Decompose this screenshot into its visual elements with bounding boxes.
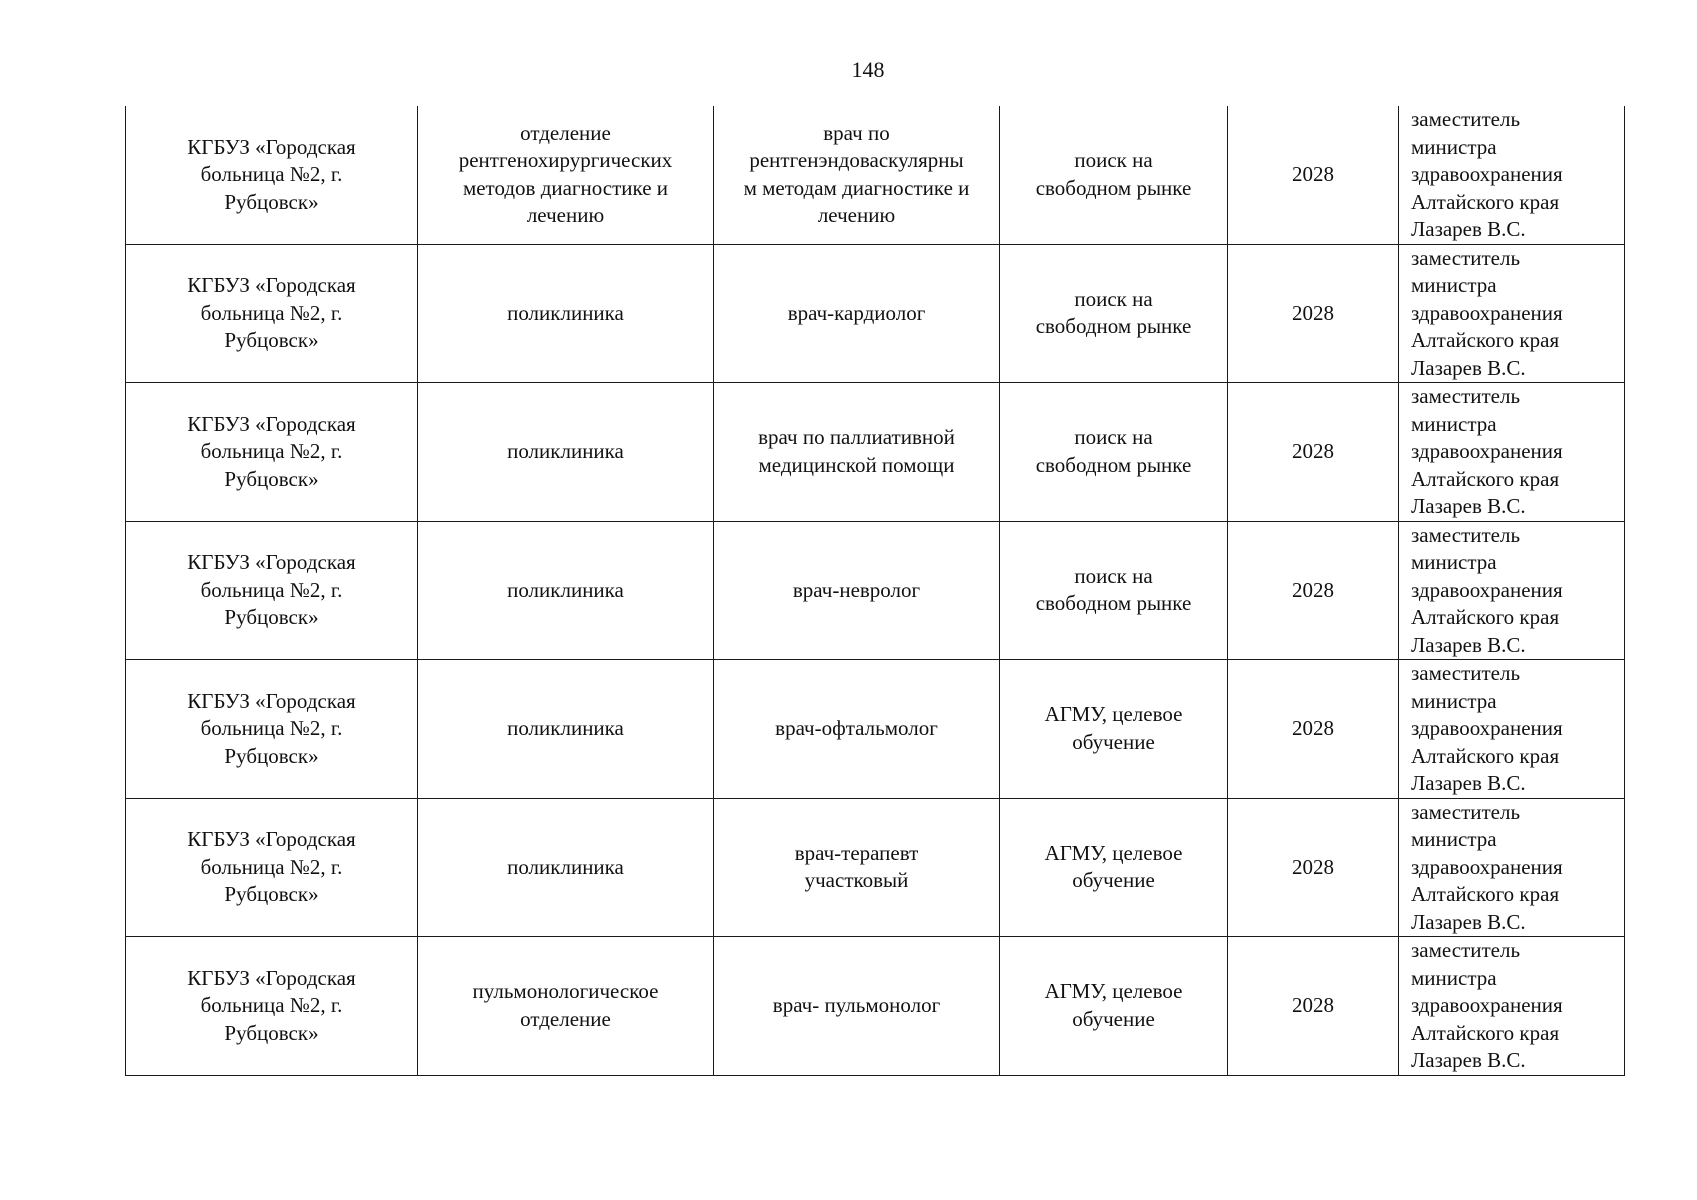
cell-year bbox=[1228, 798, 1399, 937]
position-text: врач по рентгенэндоваскулярны м методам диагностике и лечению bbox=[743, 120, 970, 228]
table-row bbox=[126, 106, 1625, 244]
cell-department bbox=[418, 244, 714, 383]
cell-position bbox=[714, 660, 1000, 799]
cell-institution bbox=[126, 660, 418, 799]
cell-institution bbox=[126, 106, 418, 244]
cell-responsible bbox=[1399, 798, 1625, 937]
responsible-text: заместитель министра здравоохранения Алтайского края Лазарев В.С. bbox=[1411, 384, 1563, 518]
cell-source bbox=[1000, 660, 1228, 799]
year-text: 2028 bbox=[1292, 439, 1334, 463]
table-row bbox=[126, 383, 1625, 522]
cell-year bbox=[1228, 106, 1399, 244]
institution-text: КГБУЗ «Городская больница №2, г. Рубцовск» bbox=[187, 688, 356, 768]
cell-responsible bbox=[1399, 106, 1625, 244]
cell-position bbox=[714, 798, 1000, 937]
cell-year bbox=[1228, 244, 1399, 383]
source-text: АГМУ, целевое обучение bbox=[1044, 979, 1183, 1031]
responsible-text: заместитель министра здравоохранения Алтайского края Лазарев В.С. bbox=[1411, 107, 1563, 241]
cell-position bbox=[714, 106, 1000, 244]
cell-institution bbox=[126, 798, 418, 937]
position-text: врач-невролог bbox=[792, 577, 921, 602]
cell-responsible bbox=[1399, 660, 1625, 799]
cell-department bbox=[418, 937, 714, 1076]
responsible-text: заместитель министра здравоохранения Алтайского края Лазарев В.С. bbox=[1411, 245, 1563, 380]
source-text: поиск на свободном рынке bbox=[1035, 425, 1192, 477]
responsible-text: заместитель министра здравоохранения Алтайского края Лазарев В.С. bbox=[1411, 799, 1563, 934]
cell-department bbox=[418, 660, 714, 799]
cell-position bbox=[714, 521, 1000, 660]
cell-department bbox=[418, 106, 714, 244]
cell-department bbox=[418, 798, 714, 937]
department-text: поликлиника bbox=[507, 577, 624, 602]
page-number: 148 bbox=[851, 57, 885, 82]
table-row bbox=[126, 244, 1625, 383]
cell-position bbox=[714, 244, 1000, 383]
cell-department bbox=[418, 383, 714, 522]
source-text: АГМУ, целевое обучение bbox=[1044, 702, 1183, 754]
year-text: 2028 bbox=[1292, 577, 1334, 602]
source-text: поиск на свободном рынке bbox=[1035, 286, 1192, 339]
department-text: поликлиника bbox=[507, 439, 624, 463]
table-row bbox=[126, 521, 1625, 660]
source-text: поиск на свободном рынке bbox=[1035, 148, 1192, 200]
cell-department bbox=[418, 521, 714, 660]
table-row bbox=[126, 937, 1625, 1076]
position-text: врач по паллиативной медицинской помощи bbox=[758, 425, 955, 477]
department-text: поликлиника bbox=[507, 854, 624, 879]
table-body bbox=[126, 106, 1625, 1075]
source-text: поиск на свободном рынке bbox=[1035, 563, 1192, 616]
institution-text: КГБУЗ «Городская больница №2, г. Рубцовск» bbox=[187, 273, 356, 352]
cell-responsible bbox=[1399, 383, 1625, 522]
staffing-table bbox=[125, 106, 1625, 1076]
year-text: 2028 bbox=[1292, 854, 1334, 879]
table-row bbox=[126, 660, 1625, 799]
cell-year bbox=[1228, 660, 1399, 799]
cell-source bbox=[1000, 106, 1228, 244]
cell-position bbox=[714, 937, 1000, 1076]
cell-source bbox=[1000, 244, 1228, 383]
department-text: пульмонологическое отделение bbox=[472, 979, 659, 1031]
year-text: 2028 bbox=[1292, 993, 1334, 1017]
institution-text: КГБУЗ «Городская больница №2, г. Рубцовск» bbox=[187, 965, 356, 1045]
year-text: 2028 bbox=[1292, 300, 1334, 325]
year-text: 2028 bbox=[1292, 162, 1334, 186]
responsible-text: заместитель министра здравоохранения Алтайского края Лазарев В.С. bbox=[1411, 661, 1563, 795]
department-text: отделение рентгенохирургических методов диагностике и лечению bbox=[458, 120, 673, 228]
cell-position bbox=[714, 383, 1000, 522]
institution-text: КГБУЗ «Городская больница №2, г. Рубцовск» bbox=[187, 134, 356, 214]
cell-source bbox=[1000, 383, 1228, 522]
position-text: врач- пульмонолог bbox=[772, 993, 941, 1017]
cell-institution bbox=[126, 521, 418, 660]
position-text: врач-кардиолог bbox=[787, 300, 926, 325]
institution-text: КГБУЗ «Городская больница №2, г. Рубцовск» bbox=[187, 827, 356, 906]
cell-year bbox=[1228, 937, 1399, 1076]
department-text: поликлиника bbox=[507, 716, 624, 740]
cell-institution bbox=[126, 244, 418, 383]
cell-responsible bbox=[1399, 937, 1625, 1076]
table-row bbox=[126, 798, 1625, 937]
cell-source bbox=[1000, 521, 1228, 660]
responsible-text: заместитель министра здравоохранения Алтайского края Лазарев В.С. bbox=[1411, 522, 1563, 657]
cell-responsible bbox=[1399, 521, 1625, 660]
institution-text: КГБУЗ «Городская больница №2, г. Рубцовск» bbox=[187, 550, 356, 629]
cell-source bbox=[1000, 798, 1228, 937]
institution-text: КГБУЗ «Городская больница №2, г. Рубцовск» bbox=[187, 411, 356, 491]
cell-institution bbox=[126, 937, 418, 1076]
cell-source bbox=[1000, 937, 1228, 1076]
cell-responsible bbox=[1399, 244, 1625, 383]
department-text: поликлиника bbox=[507, 300, 624, 325]
responsible-text: заместитель министра здравоохранения Алтайского края Лазарев В.С. bbox=[1411, 938, 1563, 1072]
cell-year bbox=[1228, 383, 1399, 522]
year-text: 2028 bbox=[1292, 716, 1334, 740]
cell-year bbox=[1228, 521, 1399, 660]
position-text: врач-офтальмолог bbox=[775, 716, 938, 740]
source-text: АГМУ, целевое обучение bbox=[1044, 840, 1183, 893]
position-text: врач-терапевт участковый bbox=[794, 840, 919, 893]
cell-institution bbox=[126, 383, 418, 522]
